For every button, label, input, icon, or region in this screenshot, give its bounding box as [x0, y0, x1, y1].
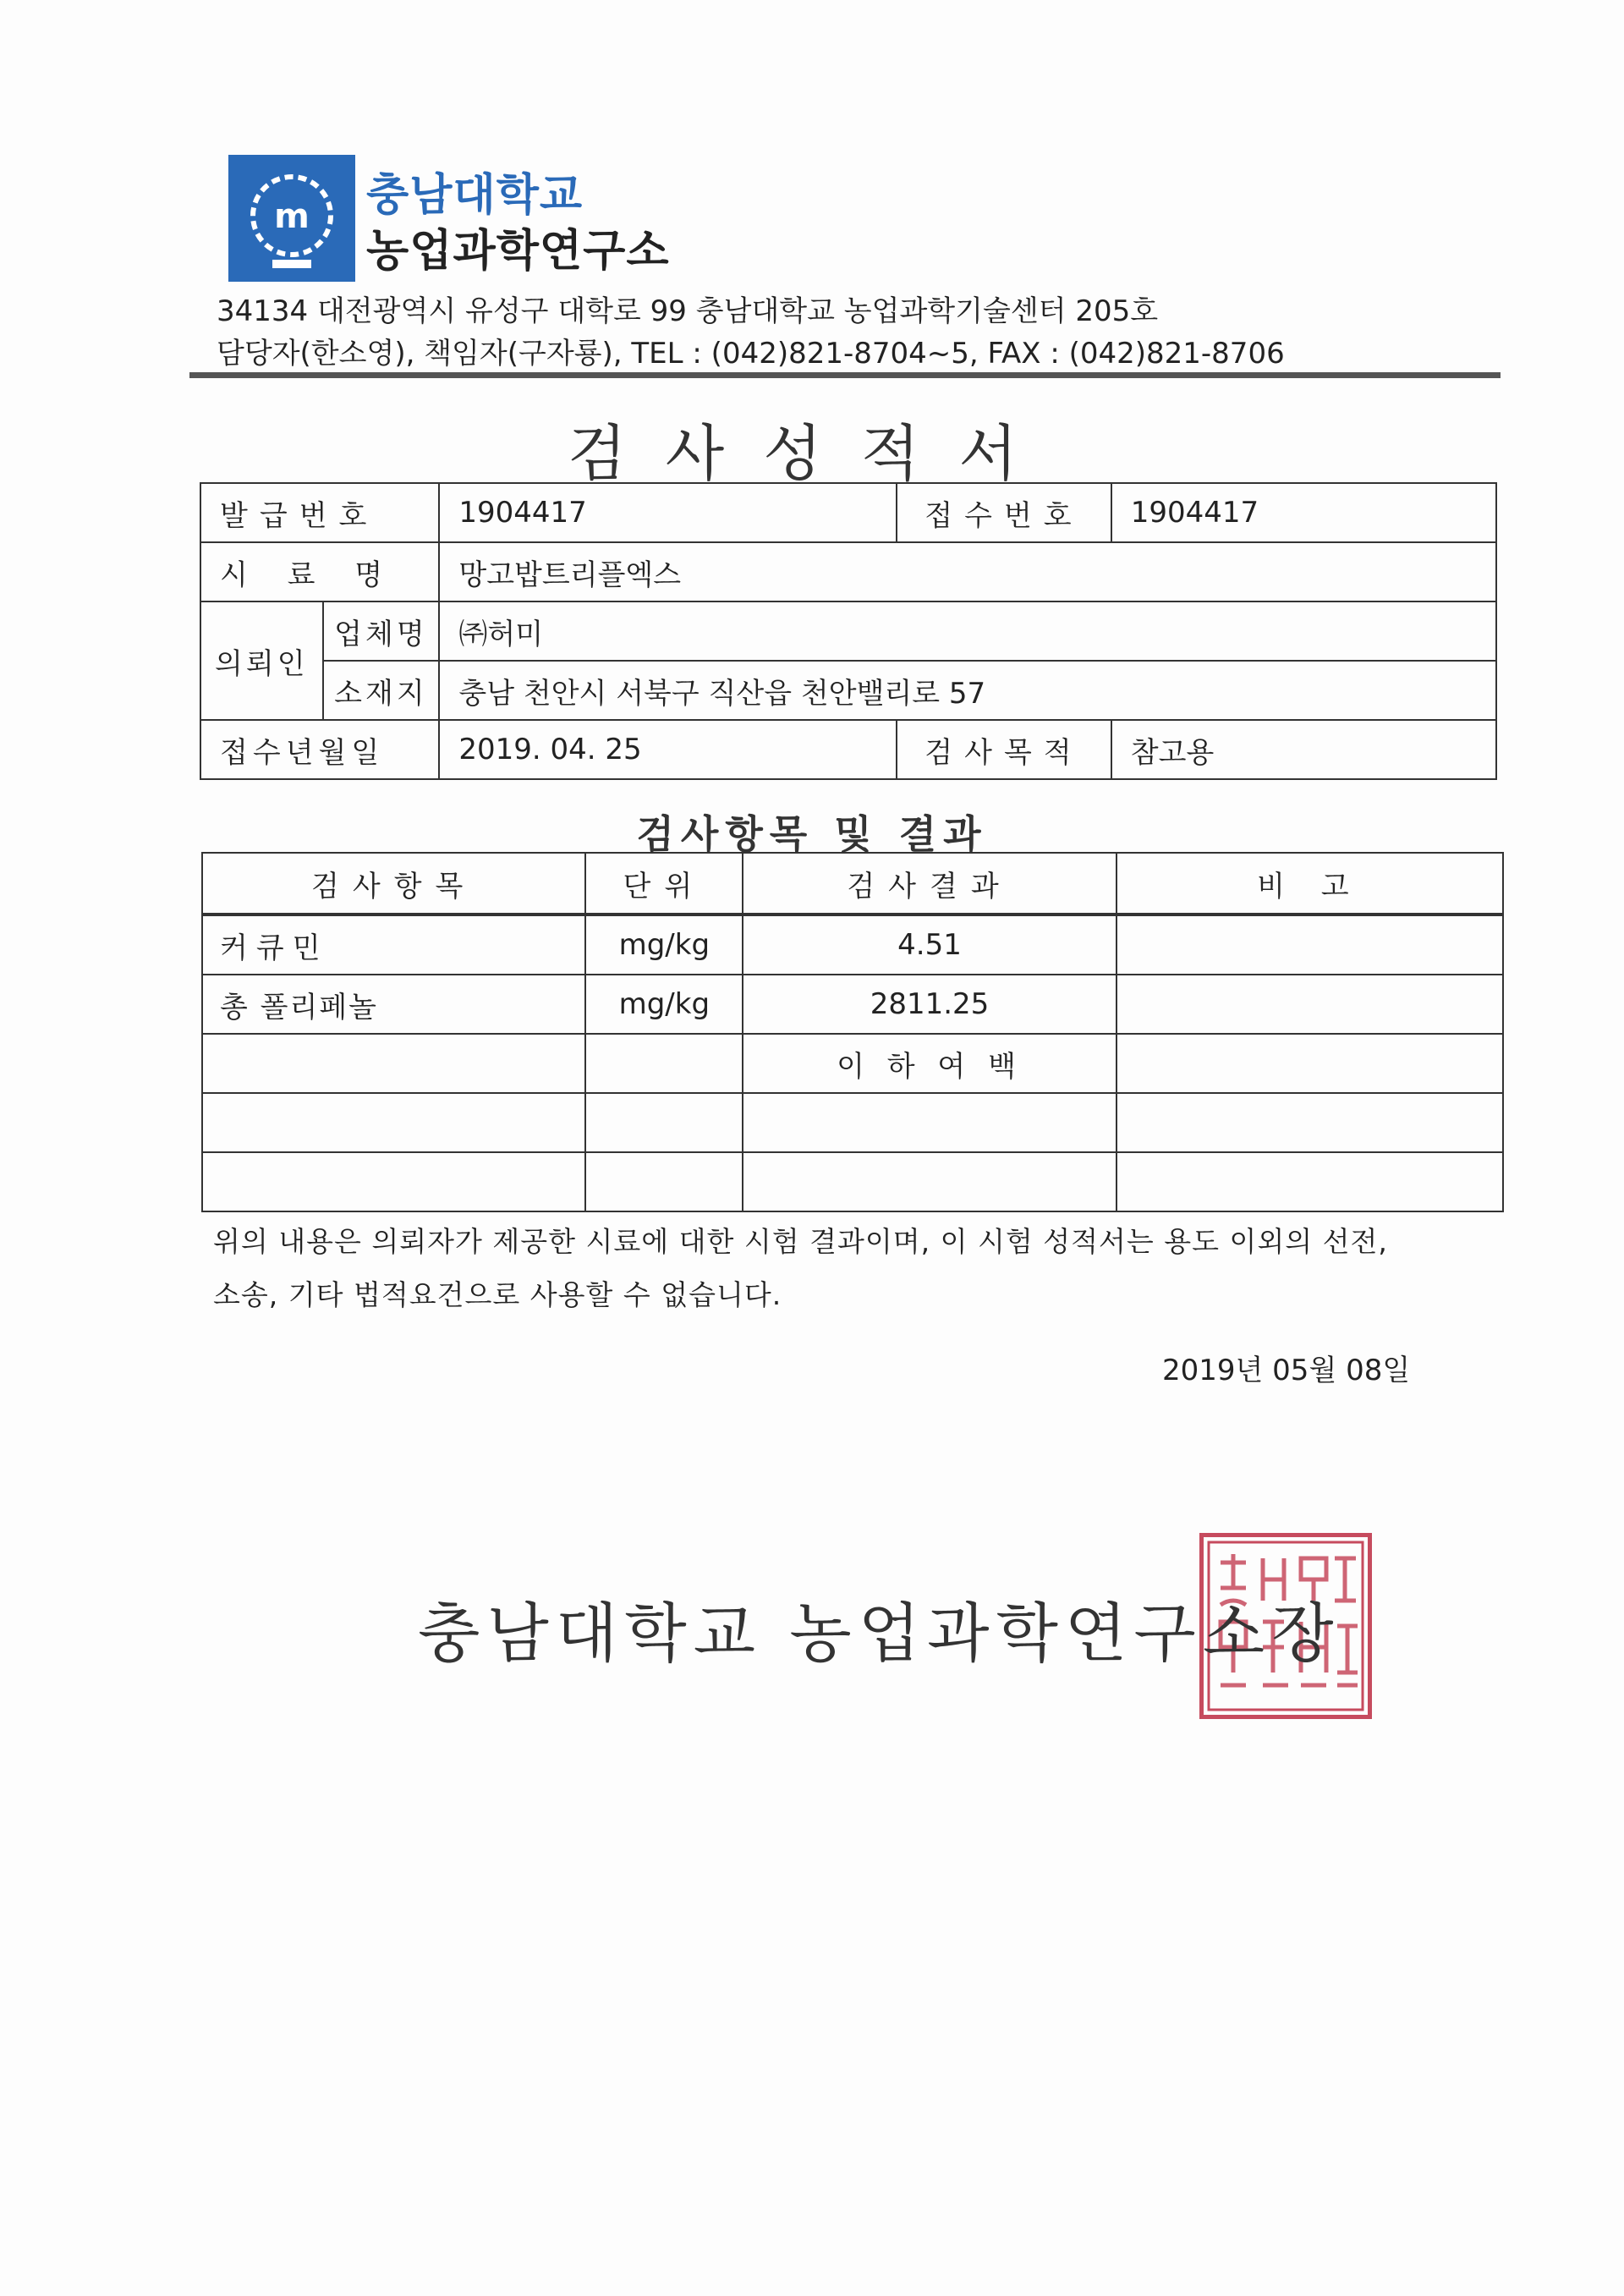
header-remarks: 비 고 — [1116, 853, 1503, 915]
table-row — [200, 483, 1496, 542]
org-name-line2: 농업과학연구소 — [366, 226, 670, 277]
issue-no-value: 1904417 — [439, 483, 897, 542]
cell-test-item — [202, 1152, 585, 1211]
company-label: 업체명 — [323, 601, 440, 661]
purpose-label: 검사목적 — [897, 720, 1111, 779]
header-unit: 단위 — [585, 853, 743, 915]
results-table — [201, 852, 1504, 1212]
requester-label: 의뢰인 — [200, 601, 323, 720]
table-row — [202, 975, 1503, 1034]
cell-test-item — [202, 1093, 585, 1152]
cell-result: 이 하 여 백 — [743, 1034, 1116, 1093]
table-row — [200, 720, 1496, 779]
svg-text:m: m — [274, 197, 310, 236]
cell-result: 4.51 — [743, 915, 1116, 975]
results-header-row — [202, 853, 1503, 915]
header-result: 검사결과 — [743, 853, 1116, 915]
table-row — [202, 1034, 1503, 1093]
cell-remarks — [1116, 1152, 1503, 1211]
purpose-value: 참고용 — [1111, 720, 1496, 779]
header-divider — [189, 372, 1501, 378]
table-row — [200, 542, 1496, 601]
cell-result — [743, 1152, 1116, 1211]
cell-remarks — [1116, 1093, 1503, 1152]
disclaimer-line2: 소송, 기타 법적요건으로 사용할 수 없습니다. — [213, 1278, 782, 1311]
receipt-date-label: 접수년월일 — [200, 720, 439, 779]
location-value: 충남 천안시 서북구 직산읍 천안밸리로 57 — [439, 661, 1496, 720]
table-row — [200, 601, 1496, 661]
cell-test-item: 총 폴리페놀 — [202, 975, 585, 1034]
results-title: 검사항목 및 결과 — [636, 811, 988, 857]
receipt-no-label: 접수번호 — [897, 483, 1111, 542]
issue-date: 2019년 05월 08일 — [1162, 1354, 1411, 1387]
cell-remarks — [1116, 1034, 1503, 1093]
receipt-no-value: 1904417 — [1111, 483, 1496, 542]
cell-test-item — [202, 1034, 585, 1093]
cell-test-item: 커큐민 — [202, 915, 585, 975]
sample-value: 망고밥트리플엑스 — [439, 542, 1496, 601]
address: 34134 대전광역시 유성구 대학로 99 충남대학교 농업과학기술센터 205호 — [217, 294, 1159, 328]
disclaimer-line1: 위의 내용은 의뢰자가 제공한 시료에 대한 시험 결과이며, 이 시험 성적서는 용도 이외의 선전, — [213, 1225, 1388, 1258]
issue-no-label: 발급번호 — [200, 483, 439, 542]
company-value: ㈜허미 — [439, 601, 1496, 661]
signature-line: 충남대학교 농업과학연구소장 — [418, 1596, 1341, 1671]
cell-remarks — [1116, 975, 1503, 1034]
university-logo — [228, 155, 355, 282]
cell-unit — [585, 1093, 743, 1152]
cell-unit: mg/kg — [585, 975, 743, 1034]
header-test-item: 검사항목 — [202, 853, 585, 915]
cell-remarks — [1116, 915, 1503, 975]
table-row — [200, 661, 1496, 720]
document-title: 검사성적서 — [568, 418, 1056, 489]
table-row — [202, 915, 1503, 975]
cell-unit: mg/kg — [585, 915, 743, 975]
contact-info: 담당자(한소영), 책임자(구자룡), TEL : (042)821-8704~5, FAX : (042)821-8706 — [217, 337, 1285, 371]
cell-result — [743, 1093, 1116, 1152]
cell-unit — [585, 1034, 743, 1093]
table-row — [202, 1093, 1503, 1152]
info-table — [200, 482, 1497, 780]
sample-label: 시 료 명 — [200, 542, 439, 601]
location-label: 소재지 — [323, 661, 440, 720]
receipt-date-value: 2019. 04. 25 — [439, 720, 897, 779]
cell-result: 2811.25 — [743, 975, 1116, 1034]
cell-unit — [585, 1152, 743, 1211]
table-row — [202, 1152, 1503, 1211]
org-name-line1: 충남대학교 — [366, 170, 584, 221]
